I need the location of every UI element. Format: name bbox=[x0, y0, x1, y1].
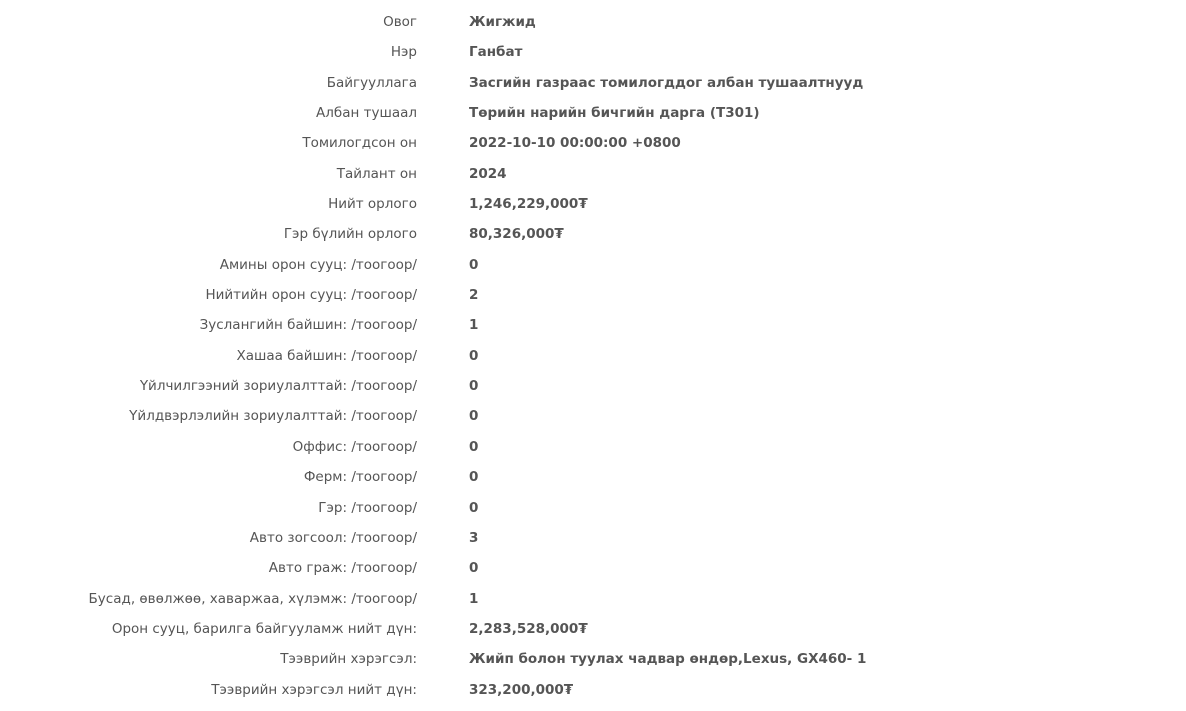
field-value-office: 0 bbox=[469, 438, 479, 455]
field-value-real-estate-total: 2,283,528,000₮ bbox=[469, 620, 588, 637]
field-label-private-house: Амины орон сууц: /тоогоор/ bbox=[219, 256, 417, 273]
field-value-first-name: Ганбат bbox=[469, 44, 523, 61]
declaration-details-list bbox=[0, 13, 1186, 711]
field-label-parking: Авто зогсоол: /тоогоор/ bbox=[249, 529, 417, 546]
field-value-apartment: 2 bbox=[469, 287, 479, 304]
field-value-private-house: 0 bbox=[469, 256, 479, 273]
field-label-summer-house: Зуслангийн байшин: /тоогоор/ bbox=[199, 317, 417, 334]
field-label-apartment: Нийтийн орон сууц: /тоогоор/ bbox=[205, 287, 417, 304]
field-label-position: Албан тушаал bbox=[316, 105, 417, 122]
field-label-service-building: Үйлчилгээний зориулалттай: /тоогоор/ bbox=[139, 378, 417, 395]
field-value-service-building: 0 bbox=[469, 378, 479, 395]
field-label-office: Оффис: /тоогоор/ bbox=[292, 438, 417, 455]
field-value-organization: Засгийн газраас томилогддог албан тушаалтнууд bbox=[469, 74, 864, 91]
field-label-other-property: Бусад, өвөлжөө, хаваржаа, хүлэмж: /тоогоор/ bbox=[88, 590, 417, 607]
field-value-report-year: 2024 bbox=[469, 165, 507, 182]
field-label-appointed-date: Томилогдсон он bbox=[302, 135, 417, 152]
field-value-summer-house: 1 bbox=[469, 317, 479, 334]
field-label-fenced-house: Хашаа байшин: /тоогоор/ bbox=[236, 347, 417, 364]
field-value-appointed-date: 2022-10-10 00:00:00 +0800 bbox=[469, 135, 681, 152]
field-value-industrial-building: 0 bbox=[469, 408, 479, 425]
field-value-other-property: 1 bbox=[469, 590, 479, 607]
field-label-first-name: Нэр bbox=[390, 44, 417, 61]
field-value-parking: 3 bbox=[469, 529, 479, 546]
field-value-vehicles: Жийп болон туулах чадвар өндөр,Lexus, GX460- 1 bbox=[469, 651, 867, 668]
field-value-position: Төрийн нарийн бичгийн дарга (Т301) bbox=[469, 105, 760, 122]
field-label-total-income: Нийт орлого bbox=[328, 196, 417, 213]
field-label-ger: Гэр: /тоогоор/ bbox=[318, 499, 417, 516]
field-value-family-income: 80,326,000₮ bbox=[469, 226, 564, 243]
field-label-farm: Ферм: /тоогоор/ bbox=[303, 469, 417, 486]
field-value-garage: 0 bbox=[469, 560, 479, 577]
field-label-industrial-building: Үйлдвэрлэлийн зориулалттай: /тоогоор/ bbox=[129, 408, 417, 425]
field-value-last-name: Жигжид bbox=[469, 14, 536, 30]
field-label-vehicles-total: Тээврийн хэрэгсэл нийт дүн: bbox=[211, 681, 417, 698]
field-label-garage: Авто граж: /тоогоор/ bbox=[268, 560, 417, 577]
field-label-vehicles: Тээврийн хэрэгсэл: bbox=[280, 651, 417, 668]
field-row-vehicles-total bbox=[0, 681, 1186, 711]
field-value-ger: 0 bbox=[469, 499, 479, 516]
field-value-farm: 0 bbox=[469, 469, 479, 486]
field-label-report-year: Тайлант он bbox=[336, 165, 417, 182]
field-value-total-income: 1,246,229,000₮ bbox=[469, 196, 588, 213]
field-label-family-income: Гэр бүлийн орлого bbox=[283, 226, 417, 243]
field-value-fenced-house: 0 bbox=[469, 347, 479, 364]
field-label-organization: Байгууллага bbox=[326, 74, 417, 91]
field-label-real-estate-total: Орон сууц, барилга байгууламж нийт дүн: bbox=[111, 620, 417, 637]
field-value-vehicles-total: 323,200,000₮ bbox=[469, 681, 574, 698]
field-label-last-name: Овог bbox=[383, 14, 417, 30]
